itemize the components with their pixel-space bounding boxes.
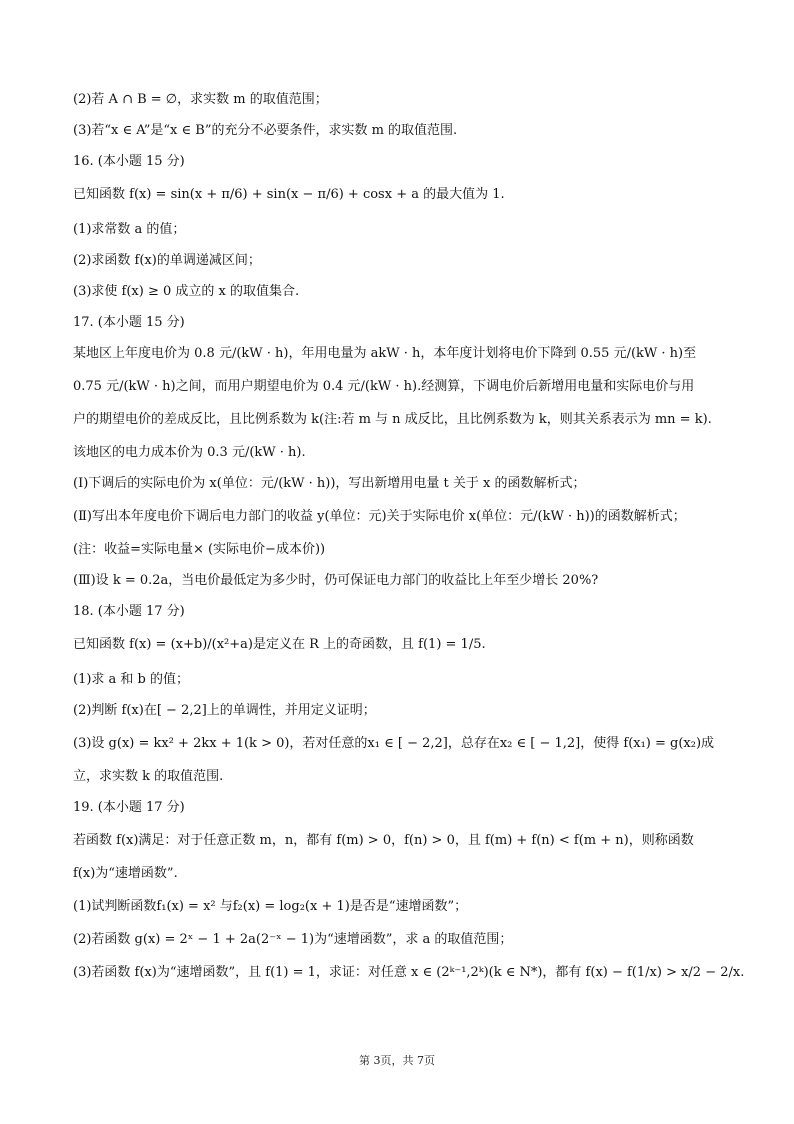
text-line: (Ⅰ)下调后的实际电价为 x(单位：元/(kW · h))，写出新增用电量 t 关于 x 的函数解析式； <box>73 476 586 491</box>
text-line: 立，求实数 k 的取值范围. <box>73 769 224 784</box>
text-line: (3)设 g(x) = kx² + 2kx + 1(k > 0)，若对任意的x₁ ∈ [ − 2,2]，总存在x₂ ∈ [ − 1,2]，使得 f(x₁) = g(x₂)成 <box>73 736 715 751</box>
text-line: (3)若函数 f(x)为“速增函数”，且 f(1) = 1，求证：对任意 x ∈ (2ᵏ⁻¹,2ᵏ)(k ∈ N*)，都有 f(x) − f(1/x) > x/2 − 2/x. <box>73 965 745 980</box>
page-footer: 第 3页，共 7页 <box>359 1054 435 1067</box>
text-line: (Ⅲ)设 k = 0.2a，当电价最低定为多少时，仍可保证电力部门的收益比上年至少增长 20%? <box>73 573 599 588</box>
text-line: (注：收益=实际电量× (实际电价−成本价)) <box>73 542 326 557</box>
text-line: (1)求常数 a 的值； <box>73 222 186 237</box>
question-heading: 18. (本小题 17 分) <box>73 604 185 619</box>
text-line: (1)求 a 和 b 的值； <box>73 672 190 687</box>
text-line: 已知函数 f(x) = sin(x + π/6) + sin(x − π/6) + cosx + a 的最大值为 1. <box>73 187 505 202</box>
text-line: (2)求函数 f(x)的单调递减区间； <box>73 253 261 268</box>
text-line: (2)判断 f(x)在[ − 2,2]上的单调性，并用定义证明； <box>73 703 376 718</box>
text-line: 该地区的电力成本价为 0.3 元/(kW · h). <box>73 445 306 460</box>
text-line: (3)若“x ∈ A”是“x ∈ B”的充分不必要条件，求实数 m 的取值范围. <box>73 123 458 138</box>
text-line: (3)求使 f(x) ≥ 0 成立的 x 的取值集合. <box>73 284 300 299</box>
text-line: (Ⅱ)写出本年度电价下调后电力部门的收益 y(单位：元)关于实际电价 x(单位：元/(kW · h))的函数解析式； <box>73 509 686 524</box>
question-heading: 19. (本小题 17 分) <box>73 800 185 815</box>
text-line: 已知函数 f(x) = (x+b)/(x²+a)是定义在 R 上的奇函数，且 f(1) = 1/5. <box>73 637 486 652</box>
text-line: f(x)为“速增函数”. <box>73 866 178 881</box>
document-body <box>73 92 745 981</box>
text-line: 某地区上年度电价为 0.8 元/(kW · h)，年用电量为 akW · h，本年度计划将电价下降到 0.55 元/(kW · h)至 <box>73 346 697 361</box>
text-line: 0.75 元/(kW · h)之间，而用户期望电价为 0.4 元/(kW · h).经测算，下调电价后新增用电量和实际电价与用 <box>73 379 695 394</box>
text-line: (2)若函数 g(x) = 2ˣ − 1 + 2a(2⁻ˣ − 1)为“速增函数”，求 a 的取值范围； <box>73 932 513 947</box>
question-heading: 17. (本小题 15 分) <box>73 315 185 330</box>
text-line: 户的期望电价的差成反比，且比例系数为 k(注:若 m 与 n 成反比，且比例系数为 k，则其关系表示为 mn = k). <box>73 412 712 427</box>
text-line: 若函数 f(x)满足：对于任意正数 m，n，都有 f(m) > 0，f(n) > 0，且 f(m) + f(n) < f(m + n)，则称函数 <box>73 833 694 848</box>
text-line: (1)试判断函数f₁(x) = x² 与f₂(x) = log₂(x + 1)是否是“速增函数”； <box>73 899 468 914</box>
text-line: (2)若 A ∩ B = ∅，求实数 m 的取值范围； <box>73 92 328 107</box>
question-heading: 16. (本小题 15 分) <box>73 154 185 169</box>
